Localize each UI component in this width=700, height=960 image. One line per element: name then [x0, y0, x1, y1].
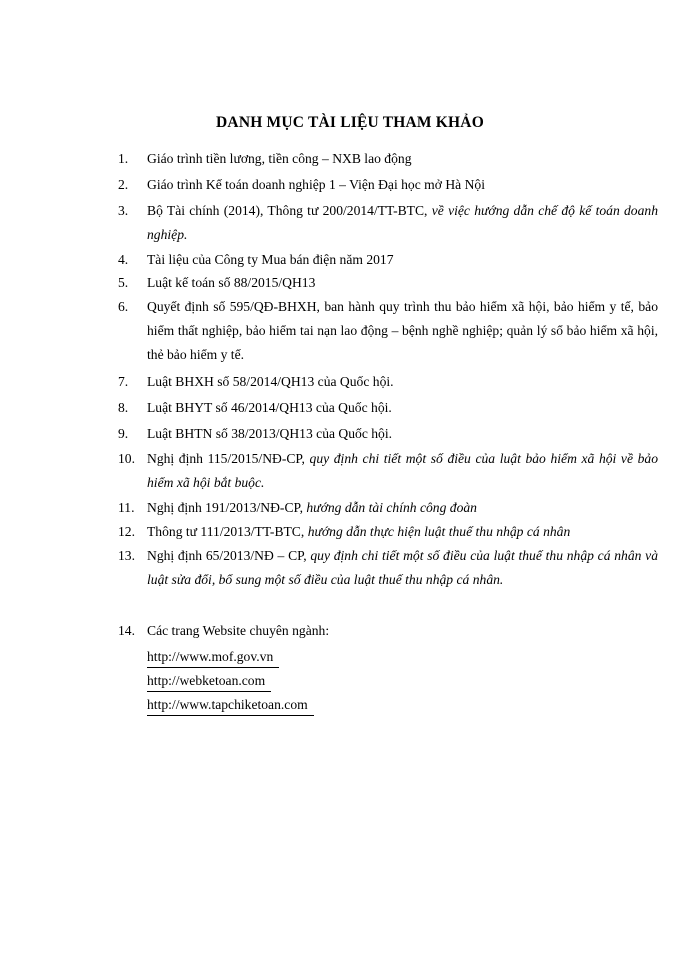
- website-link[interactable]: http://webketoan.com: [147, 671, 271, 692]
- reference-text: Giáo trình Kế toán doanh nghiệp 1 – Viện Đại học mở Hà Nội: [147, 177, 485, 192]
- reference-text: Luật BHTN số 38/2013/QH13 của Quốc hội.: [147, 426, 393, 441]
- reference-italic-text: quy định chi tiết một số điều của luật bảo hiểm xã hội về bảo hiểm xã hội bắt buộc.: [147, 451, 659, 490]
- page-title: DANH MỤC TÀI LIỆU THAM KHẢO: [216, 114, 484, 131]
- website-link[interactable]: http://www.tapchiketoan.com: [147, 695, 314, 716]
- reference-text: Bộ Tài chính (2014), Thông tư 200/2014/TT-BTC,: [147, 203, 432, 218]
- reference-item: [118, 271, 658, 295]
- reference-text: Luật BHYT số 46/2014/QH13 của Quốc hội.: [147, 400, 392, 415]
- reference-number: 7.: [118, 374, 129, 389]
- reference-text: Luật kế toán số 88/2015/QH13: [147, 275, 316, 290]
- reference-number: 6.: [118, 299, 129, 314]
- reference-text: Nghị định 65/2013/NĐ – CP,: [147, 548, 311, 563]
- reference-item: [118, 447, 658, 495]
- reference-italic-text: hướng dẫn tài chính công đoàn: [306, 500, 477, 515]
- reference-number: 2.: [118, 177, 129, 192]
- reference-italic-text: hướng dẫn thực hiện luật thuế thu nhập cá nhân: [307, 524, 571, 539]
- reference-item: [118, 396, 658, 420]
- reference-text: Thông tư 111/2013/TT-BTC,: [147, 524, 308, 539]
- reference-text: Giáo trình tiền lương, tiền công – NXB lao động: [147, 151, 412, 166]
- reference-italic-text: quy định chi tiết một số điều của luật thuế thu nhập cá nhân và luật sửa đổi, bổ sung một số điều của luật thuế thu nhập cá nhân.: [147, 548, 658, 587]
- reference-number: 3.: [118, 203, 129, 218]
- reference-item: [118, 147, 658, 171]
- reference-number: 13.: [118, 548, 135, 563]
- reference-item: [118, 173, 658, 197]
- reference-item: [118, 295, 658, 367]
- reference-item: [118, 422, 658, 446]
- reference-number: 11.: [118, 500, 135, 515]
- reference-item: [118, 544, 658, 592]
- reference-text: Nghị định 115/2015/NĐ-CP,: [147, 451, 310, 466]
- reference-number: 1.: [118, 151, 129, 166]
- reference-number: 14.: [118, 623, 135, 638]
- reference-number: 9.: [118, 426, 129, 441]
- reference-number: 12.: [118, 524, 135, 539]
- reference-item: [118, 496, 658, 520]
- reference-text: Quyết định số 595/QĐ-BHXH, ban hành quy trình thu bảo hiểm xã hội, bảo hiểm y tế, bảo hiểm thất nghiệp, bảo hiểm tai nạn lao động – bệnh nghề nghiệp; quản lý sổ bảo hiểm xã hội, thẻ bảo hiểm y tế.: [147, 299, 658, 362]
- reference-text: Tài liệu của Công ty Mua bán điện năm 2017: [147, 252, 394, 267]
- reference-italic-text: về việc hướng dẫn chế độ kế toán doanh nghiệp.: [147, 203, 658, 242]
- reference-text: Luật BHXH số 58/2014/QH13 của Quốc hội.: [147, 374, 394, 389]
- reference-item: [118, 619, 658, 643]
- reference-number: 4.: [118, 252, 129, 267]
- reference-number: 10.: [118, 451, 135, 466]
- reference-item: [118, 199, 658, 247]
- reference-number: 8.: [118, 400, 129, 415]
- reference-text: Các trang Website chuyên ngành:: [147, 623, 330, 638]
- website-link[interactable]: http://www.mof.gov.vn: [147, 647, 279, 668]
- reference-number: 5.: [118, 275, 129, 290]
- reference-text: Nghị định 191/2013/NĐ-CP,: [147, 500, 307, 515]
- reference-item: [118, 370, 658, 394]
- reference-item: [118, 520, 658, 544]
- reference-item: [118, 248, 658, 272]
